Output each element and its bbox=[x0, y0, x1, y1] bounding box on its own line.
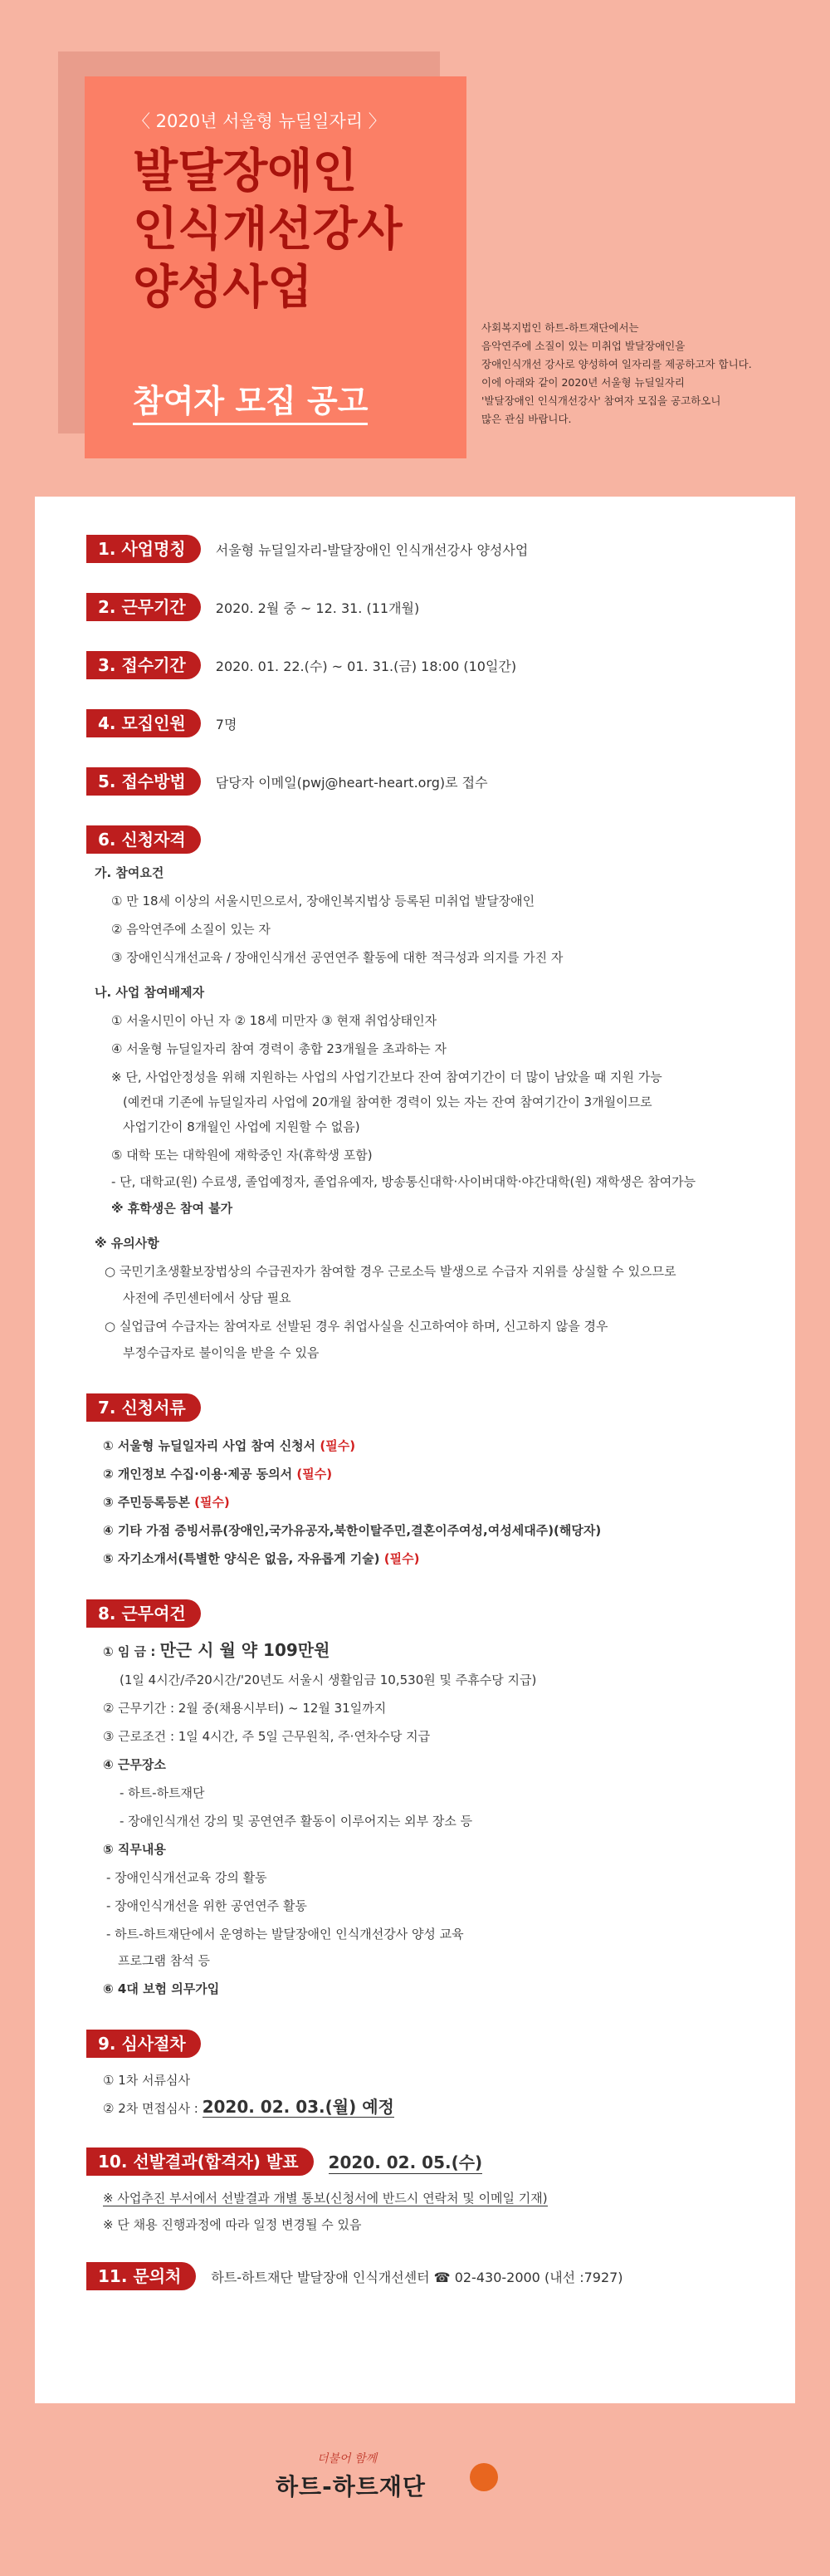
hero-banner bbox=[0, 0, 830, 490]
list-item: ④ 근무장소 bbox=[103, 1757, 166, 1772]
required-tag: (필수) bbox=[296, 1467, 333, 1481]
list-item: ○ 국민기초생활보장법상의 수급권자가 참여할 경우 근로소득 발생으로 수급자 지위를 상실할 수 있으므로 bbox=[105, 1264, 676, 1279]
announce-date: 2020. 02. 05.(수) bbox=[329, 2149, 483, 2174]
section-4 bbox=[86, 709, 237, 737]
contact-value: 하트-하트재단 발달장애 인식개선센터 ☎ 02-430-2000 (내선 :7927) bbox=[211, 2269, 623, 2285]
section-11 bbox=[86, 2262, 623, 2290]
document-item bbox=[103, 1550, 419, 1568]
logo-mark-icon bbox=[470, 2463, 498, 2491]
section-9 bbox=[86, 2030, 201, 2058]
hero-title-line: 인식개선강사 bbox=[133, 203, 403, 257]
document-text: ③ 주민등록등본 bbox=[103, 1495, 195, 1510]
list-item: ※ 단, 사업안정성을 위해 지원하는 사업의 사업기간보다 잔여 참여기간이 더 많이 남았을 때 지원 가능 bbox=[111, 1070, 662, 1085]
interview-label: ② 2차 면접심사 : bbox=[103, 2101, 203, 2116]
list-item: 부정수급자로 불이익을 받을 수 있음 bbox=[123, 1345, 320, 1360]
subheading: ※ 유의사항 bbox=[95, 1236, 159, 1251]
required-tag: (필수) bbox=[320, 1438, 356, 1453]
list-item: ② 근무기간 : 2월 중(채용시부터) ~ 12월 31일까지 bbox=[103, 1701, 387, 1716]
pay-value: 만근 시 월 약 109만원 bbox=[159, 1640, 330, 1660]
list-item: - 장애인식개선교육 강의 활동 bbox=[106, 1870, 267, 1885]
list-item: ③ 장애인식개선교육 / 장애인식개선 공연연주 활동에 대한 적극성과 의지를 가진 자 bbox=[111, 950, 564, 965]
section-value: 2020. 01. 22.(수) ~ 01. 31.(금) 18:00 (10일간) bbox=[215, 658, 517, 674]
section-label: 4. 모집인원 bbox=[86, 709, 201, 737]
list-item: (예컨대 기존에 뉴딜일자리 사업에 20개월 참여한 경력이 있는 자는 잔여 참여기간이 3개월이므로 bbox=[123, 1095, 652, 1109]
list-item: 사업기간이 8개월인 사업에 지원할 수 없음) bbox=[123, 1119, 360, 1134]
list-item: - 하트-하트재단에서 운영하는 발달장애인 인식개선강사 양성 교육 bbox=[106, 1927, 464, 1942]
section-label: 11. 문의처 bbox=[86, 2262, 196, 2290]
section-label: 2. 근무기간 bbox=[86, 593, 201, 621]
section-8 bbox=[86, 1599, 201, 1628]
list-item: ⑥ 4대 보험 의무가입 bbox=[103, 1981, 220, 1996]
intro-text bbox=[481, 319, 780, 429]
footer-tagline: 더불어 함께 bbox=[317, 2452, 378, 2466]
list-item: ① 1차 서류심사 bbox=[103, 2073, 190, 2088]
required-tag: (필수) bbox=[194, 1495, 230, 1510]
footer-logo-text: 하트-하트재단 bbox=[276, 2473, 426, 2500]
document-text: ② 개인정보 수집·이용·제공 동의서 bbox=[103, 1467, 297, 1481]
section-5 bbox=[86, 767, 488, 796]
section-10 bbox=[86, 2147, 482, 2176]
note-text: ※ 사업추진 부서에서 선발결과 개별 통보(신청서에 반드시 연락처 및 이메일 기재) bbox=[103, 2191, 548, 2206]
document-item bbox=[103, 1521, 601, 1540]
document-text: ④ 기타 가점 증빙서류(장애인,국가유공자,북한이탈주민,결혼이주여성,여성세대주)(해당자) bbox=[103, 1523, 602, 1538]
list-item: - 장애인식개선을 위한 공연연주 활동 bbox=[106, 1898, 307, 1913]
list-item: ⑤ 직무내용 bbox=[103, 1842, 166, 1857]
section-label: 3. 접수기간 bbox=[86, 651, 201, 679]
list-item: - 하트-하트재단 bbox=[120, 1785, 205, 1800]
section-label: 9. 심사절차 bbox=[86, 2030, 201, 2058]
section-label: 8. 근무여건 bbox=[86, 1599, 201, 1628]
hero-title-line: 양성사업 bbox=[133, 261, 313, 315]
section-label: 6. 신청자격 bbox=[86, 825, 201, 854]
hero-title bbox=[133, 143, 403, 317]
hero-title-line: 발달장애인 bbox=[133, 144, 358, 198]
list-item: ① 만 18세 이상의 서울시민으로서, 장애인복지법상 등록된 미취업 발달장애인 bbox=[111, 894, 535, 908]
section-3 bbox=[86, 651, 516, 679]
required-tag: (필수) bbox=[383, 1551, 420, 1566]
hero-subtitle: 〈 2020년 서울형 뉴딜일자리 〉 bbox=[133, 111, 386, 131]
section-1 bbox=[86, 535, 528, 563]
document-item bbox=[103, 1437, 355, 1455]
section-label: 1. 사업명칭 bbox=[86, 535, 201, 563]
list-item: ○ 실업급여 수급자는 참여자로 선발된 경우 취업사실을 신고하여야 하며, 신고하지 않을 경우 bbox=[105, 1319, 608, 1334]
list-item: ④ 서울형 뉴딜일자리 참여 경력이 총합 23개월을 초과하는 자 bbox=[111, 1041, 447, 1056]
pay-line bbox=[103, 1641, 330, 1661]
section-value: 7명 bbox=[215, 716, 237, 732]
intro-line: 이에 아래와 같이 2020년 서울형 뉴딜일자리 bbox=[481, 376, 685, 389]
list-item: ※ 휴학생은 참여 불가 bbox=[111, 1201, 233, 1216]
section-value: 서울형 뉴딜일자리-발달장애인 인식개선강사 양성사업 bbox=[215, 541, 529, 558]
list-item: 사전에 주민센터에서 상담 필요 bbox=[123, 1290, 291, 1305]
section-value: 담당자 이메일(pwj@heart-heart.org)로 접수 bbox=[215, 774, 488, 791]
section-label: 7. 신청서류 bbox=[86, 1393, 201, 1422]
interview-date: 2020. 02. 03.(월) 예정 bbox=[202, 2097, 394, 2117]
note bbox=[103, 2189, 548, 2207]
section-6 bbox=[86, 825, 201, 854]
recruit-heading: 참여자 모집 공고 bbox=[133, 375, 368, 425]
section-value: 2020. 2월 중 ~ 12. 31. (11개월) bbox=[215, 600, 420, 616]
list-item: 프로그램 참석 등 bbox=[118, 1953, 210, 1968]
list-item: ① 서울시민이 아닌 자 ② 18세 미만자 ③ 현재 취업상태인자 bbox=[111, 1013, 437, 1028]
intro-line: 많은 관심 바랍니다. bbox=[481, 413, 572, 425]
section-label: 10. 선발결과(합격자) 발표 bbox=[86, 2147, 314, 2176]
section-label: 5. 접수방법 bbox=[86, 767, 201, 796]
list-item: ⑤ 대학 또는 대학원에 재학중인 자(휴학생 포함) bbox=[111, 1148, 373, 1163]
section-2 bbox=[86, 593, 419, 621]
list-item: ② 음악연주에 소질이 있는 자 bbox=[111, 922, 271, 937]
document-item bbox=[103, 1493, 230, 1511]
intro-line: 음악연주에 소질이 있는 미취업 발달장애인을 bbox=[481, 340, 686, 352]
document-text: ① 서울형 뉴딜일자리 사업 참여 신청서 bbox=[103, 1438, 320, 1453]
list-item: ③ 근로조건 : 1일 4시간, 주 5일 근무원칙, 주·연차수당 지급 bbox=[103, 1729, 431, 1744]
subheading: 가. 참여요건 bbox=[95, 865, 164, 880]
note: ※ 단 채용 진행과정에 따라 일정 변경될 수 있음 bbox=[103, 2217, 362, 2232]
list-item: - 장애인식개선 강의 및 공연연주 활동이 이루어지는 외부 장소 등 bbox=[120, 1814, 473, 1829]
notice-paper bbox=[35, 497, 795, 2403]
subheading: 나. 사업 참여배제자 bbox=[95, 985, 205, 1000]
intro-line: '발달장애인 인식개선강사' 참여자 모집을 공고하오니 bbox=[481, 394, 721, 407]
list-item: (1일 4시간/주20시간/'20년도 서울시 생활임금 10,530원 및 주휴수당 지급) bbox=[120, 1672, 537, 1687]
document-text: ⑤ 자기소개서(특별한 양식은 없음, 자유롭게 기술) bbox=[103, 1551, 384, 1566]
section-7 bbox=[86, 1393, 201, 1422]
intro-line: 사회복지법인 하트-하트재단에서는 bbox=[481, 321, 639, 334]
pay-label: ① 임 금 : bbox=[103, 1644, 160, 1659]
intro-line: 장애인식개선 강사로 양성하여 일자리를 제공하고자 합니다. bbox=[481, 358, 752, 370]
document-item bbox=[103, 1465, 332, 1483]
list-item: - 단, 대학교(원) 수료생, 졸업예정자, 졸업유예자, 방송통신대학·사이버대학·야간대학(원) 재학생은 참여가능 bbox=[111, 1174, 696, 1189]
interview-line bbox=[103, 2098, 394, 2118]
